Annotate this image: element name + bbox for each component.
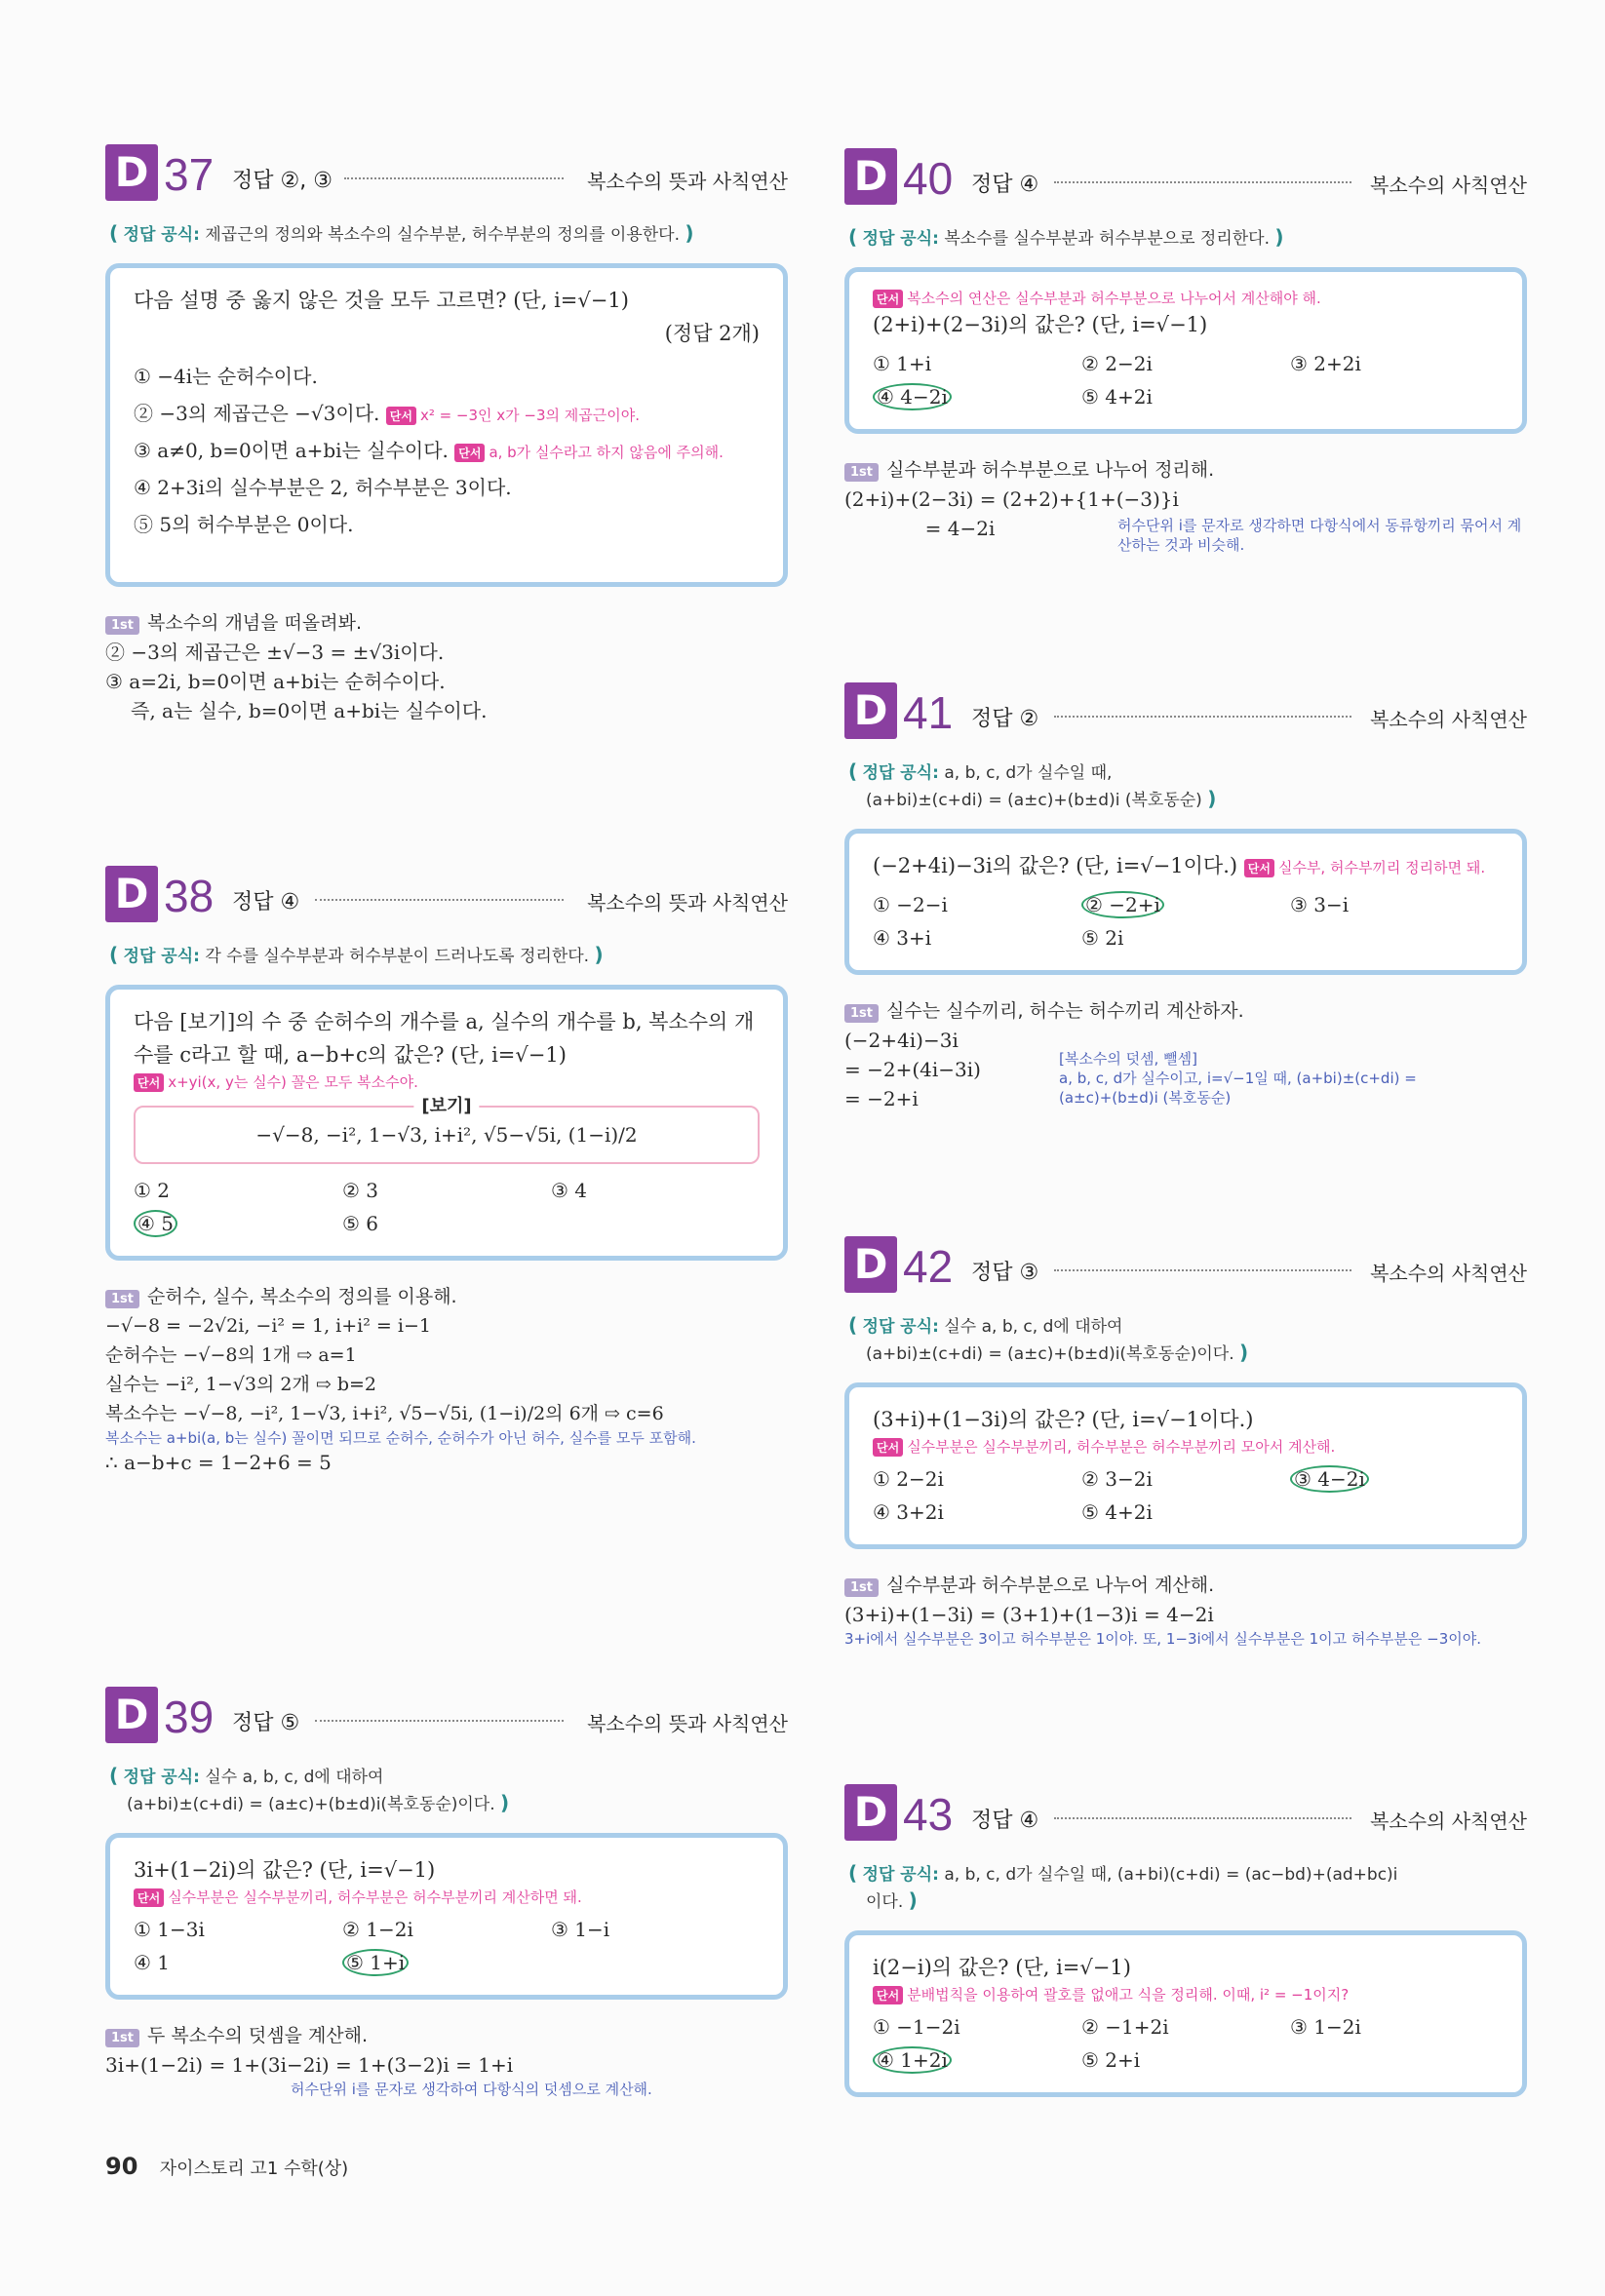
choices xyxy=(873,1462,1499,1529)
choice-1[interactable]: ① 2−2i xyxy=(873,1467,944,1491)
answer-formula: ( 정답 공식: 실수 a, b, c, d에 대하여 (a+bi)±(c+di) = (a±c)+(b±d)i(복호동순)이다. ) xyxy=(109,1764,510,1814)
leader-dots xyxy=(344,177,564,179)
choice-3[interactable]: ③ 1−2i xyxy=(1290,2015,1361,2039)
problem-39 xyxy=(105,1687,788,2099)
choice-3[interactable]: ③ 4−2i xyxy=(1290,1462,1499,1496)
choice-1[interactable]: ① 1−3i xyxy=(134,1918,205,1941)
answer-formula: ( 정답 공식: 복소수를 실수부분과 허수부분으로 정리한다. ) xyxy=(848,225,1284,249)
choice-5[interactable]: ⑤ 1+i xyxy=(342,1946,551,1979)
problem-42 xyxy=(844,1236,1527,1649)
problem-number: 37 xyxy=(164,149,215,200)
answer-label: 정답 ④ xyxy=(971,1809,1039,1833)
leader-dots xyxy=(315,1720,564,1722)
choice-4[interactable]: ④ 1 xyxy=(134,1951,171,1974)
hint-2: a, b가 실수라고 하지 않음에 주의해. xyxy=(489,444,724,461)
answer-label: 정답 ④ xyxy=(232,890,300,915)
hint: 분배법칙을 이용하여 괄호를 없애고 식을 정리해. 이때, i² = −1이지? xyxy=(907,1986,1350,2004)
question-text: (3+i)+(1−3i)의 값은? (단, i=√−1이다.) xyxy=(873,1408,1254,1431)
solution: (3+i)+(1−3i) = (3+1)+(1−3)i = 4−2i xyxy=(844,1603,1214,1626)
formula-label: 정답 공식: xyxy=(123,225,200,245)
choice-1[interactable]: ① −1−2i xyxy=(873,2015,960,2039)
problem-number: 41 xyxy=(903,687,954,738)
d-badge: D xyxy=(844,682,897,739)
conclusion: ∴ a−b+c = 1−2+6 = 5 xyxy=(105,1451,332,1474)
d-badge: D xyxy=(844,1236,897,1293)
d-badge: D xyxy=(105,1687,158,1743)
hint: 실수부분은 실수부분끼리, 허수부분은 허수부분끼리 모아서 계산해. xyxy=(907,1438,1336,1456)
choice-3[interactable]: ③ 2+2i xyxy=(1290,352,1361,375)
question-text: (2+i)+(2−3i)의 값은? (단, i=√−1) xyxy=(873,313,1208,336)
leader-dots xyxy=(1054,1269,1351,1271)
answer-label: 정답 ③ xyxy=(971,1261,1039,1285)
choice-5[interactable]: ⑤ 6 xyxy=(342,1212,379,1235)
statement-2: ② −3의 제곱근은 −√3이다. 단서 x² = −3인 x가 −3의 제곱근이야. xyxy=(134,402,641,425)
topic-label: 복소수의 사칙연산 xyxy=(1370,174,1527,197)
answer-label: 정답 ④ xyxy=(971,173,1039,197)
leader-dots xyxy=(1054,181,1351,183)
bogi-label: [보기] xyxy=(413,1092,479,1117)
solution: ② −3의 제곱근은 ±√−3 = ±√3i이다. ③ a=2i, b=0이면 a+bi는 순허수이다. 즉, a는 실수, b=0이면 a+bi는 실수이다. xyxy=(105,641,488,722)
choice-1[interactable]: ① 2 xyxy=(134,1179,171,1202)
choices xyxy=(873,2010,1499,2077)
solution: −√−8 = −2√2i, −i² = 1, i+i² = i−1 순허수는 −√−8의 1개 ⇨ a=1 실수는 −i², 1−√3의 2개 ⇨ b=2 복소수는 −√−8, −i², 1−√3, i+i², √5−√5i, (1−i)/2의 6개 ⇨ c=6 xyxy=(105,1315,664,1424)
hint: 실수부, 허수부끼리 정리하면 돼. xyxy=(1277,859,1486,876)
hint: 실수부분은 실수부분끼리, 허수부분은 허수부분끼리 계산하면 돼. xyxy=(168,1888,582,1906)
question-box xyxy=(844,829,1527,975)
problem-43 xyxy=(844,1784,1527,2097)
choice-2[interactable]: ② −1+2i xyxy=(1081,2015,1169,2039)
formula-text: 제곱근의 정의와 복소수의 실수부분, 허수부분의 정의를 이용한다. xyxy=(205,225,680,245)
topic-label: 복소수의 뜻과 사칙연산 xyxy=(587,170,788,193)
leader-dots xyxy=(1054,716,1351,718)
question-text: 3i+(1−2i)의 값은? (단, i=√−1) xyxy=(134,1858,436,1882)
choice-4[interactable]: ④ 3+i xyxy=(873,926,932,950)
choice-4[interactable]: ④ 5 xyxy=(134,1207,342,1240)
solution-note: 3+i에서 실수부분은 3이고 허수부분은 1이야. 또, 1−3i에서 실수부분은 1이고 허수부분은 −3이야. xyxy=(844,1630,1482,1648)
d-badge: D xyxy=(105,866,158,922)
question-box: i(2−i)의 값은? (단, i=√−1) 단서 분배법칙을 이용하여 괄호를 없애고 식을 정리해. 이때, i² = −1이지? ① −1−2i ② −1+2i ③ 1−2i ④ 1+2i ⑤ 2+i xyxy=(844,1930,1527,2097)
book-title: 자이스토리 고1 수학(상) xyxy=(159,2159,349,2179)
problem-number: 39 xyxy=(164,1692,215,1742)
choice-2[interactable]: ② −2+i xyxy=(1081,888,1290,921)
hint-1: x² = −3인 x가 −3의 제곱근이야. xyxy=(419,407,641,424)
choices xyxy=(873,347,1499,413)
answer-label: 정답 ②, ③ xyxy=(232,169,333,193)
hint: 복소수의 연산은 실수부분과 허수부분으로 나누어서 계산해야 해. xyxy=(907,290,1321,307)
choice-1[interactable]: ① −2−i xyxy=(873,893,948,916)
answer-formula: ( 정답 공식: 각 수를 실수부분과 허수부분이 드러나도록 정리한다. ) xyxy=(109,943,604,966)
hint: x+yi(x, y는 실수) 꼴은 모두 복소수야. xyxy=(168,1073,418,1091)
topic-label: 복소수의 뜻과 사칙연산 xyxy=(587,891,788,915)
question-note: (정답 2개) xyxy=(664,322,760,345)
statement-1: ① −4i는 순허수이다. xyxy=(134,365,318,388)
problem-41 xyxy=(844,682,1527,1113)
choice-5[interactable]: ⑤ 2i xyxy=(1081,926,1124,950)
question-box: 3i+(1−2i)의 값은? (단, i=√−1) 단서 실수부분은 실수부분끼리, 허수부분은 허수부분끼리 계산하면 돼. ① 1−3i ② 1−2i ③ 1−i ④ 1 ⑤ 1+i xyxy=(105,1833,788,2000)
topic-label: 복소수의 사칙연산 xyxy=(1370,1262,1527,1285)
question-box: (3+i)+(1−3i)의 값은? (단, i=√−1이다.) 단서 실수부분은 실수부분끼리, 허수부분은 허수부분끼리 모아서 계산해. ① 2−2i ② 3−2i ③ 4−2i ④ 3+2i ⑤ 4+2i xyxy=(844,1382,1527,1549)
question-text: i(2−i)의 값은? (단, i=√−1) xyxy=(873,1956,1131,1979)
answer-formula: ( 정답 공식: a, b, c, d가 실수일 때, (a+bi)(c+di) = (ac−bd)+(ad+bc)i 이다. ) xyxy=(848,1861,1398,1912)
bogi-box xyxy=(134,1096,760,1164)
solution-note: 허수단위 i를 문자로 생각하면 다항식에서 동류항끼리 묶어서 계산하는 것과 비슷해. xyxy=(1117,517,1522,554)
answer-formula: ( 정답 공식: 제곱근의 정의와 복소수의 실수부분, 허수부분의 정의를 이용한다. ) xyxy=(109,221,694,245)
problem-number: 42 xyxy=(903,1241,954,1292)
question-box xyxy=(105,263,788,587)
statement-3: ③ a≠0, b=0이면 a+bi는 실수이다. 단서 a, b가 실수라고 하지 않음에 주의해. xyxy=(134,439,724,462)
problem-header xyxy=(105,144,788,207)
problem-number: 38 xyxy=(164,871,215,921)
choice-3[interactable]: ③ 3−i xyxy=(1290,893,1350,916)
bogi-items: −√−8, −i², 1−√3, i+i², √5−√5i, (1−i)/2 xyxy=(255,1123,638,1147)
choice-1[interactable]: ① 1+i xyxy=(873,352,932,375)
statement-5: ⑤ 5의 허수부분은 0이다. xyxy=(134,513,354,536)
choice-5[interactable]: ⑤ 4+2i xyxy=(1081,385,1153,409)
choices xyxy=(873,888,1499,954)
leader-dots xyxy=(1054,1817,1351,1819)
choice-4[interactable]: ④ 1+2i xyxy=(873,2043,1081,2077)
problem-number: 43 xyxy=(903,1789,954,1840)
topic-label: 복소수의 뜻과 사칙연산 xyxy=(587,1712,788,1735)
question-text: (−2+4i)−3i의 값은? (단, i=√−1이다.) 단서 실수부, 허수부끼리 정리하면 돼. xyxy=(873,854,1486,877)
solution-note: [복소수의 덧셈, 뺄셈] a, b, c, d가 실수이고, i=√−1일 때, (a+bi)±(c+di) = (a±c)+(b±d)i (복호동순) xyxy=(1059,1050,1417,1107)
problem-38 xyxy=(105,866,788,1477)
question-text: 다음 설명 중 옳지 않은 것을 모두 고르면? (단, i=√−1) xyxy=(134,289,629,312)
answer-label: 정답 ⑤ xyxy=(232,1711,300,1735)
question-text: 다음 [보기]의 수 중 순허수의 개수를 a, 실수의 개수를 b, 복소수의 개수를 c라고 할 때, a−b+c의 값은? (단, i=√−1) xyxy=(134,1010,755,1067)
page-number: 90 xyxy=(105,2153,138,2180)
solution-heading: 1st 순허수, 실수, 복소수의 정의를 이용해. xyxy=(105,1282,788,1311)
solution-note: 허수단위 i를 문자로 생각하여 다항식의 덧셈으로 계산해. xyxy=(291,2081,652,2098)
choice-3[interactable]: ③ 4 xyxy=(551,1179,588,1202)
d-badge: D xyxy=(844,1784,897,1841)
solution-heading: 1st 실수부분과 허수부분으로 나누어 정리해. xyxy=(844,455,1527,485)
statement-4: ④ 2+3i의 실수부분은 2, 허수부분은 3이다. xyxy=(134,476,512,499)
leader-dots xyxy=(315,899,564,901)
page-footer xyxy=(105,2153,348,2180)
choice-2[interactable]: ② 2−2i xyxy=(1081,352,1153,375)
choice-4[interactable]: ④ 3+2i xyxy=(873,1500,944,1524)
solution: (−2+4i)−3i = −2+(4i−3i) = −2+i xyxy=(844,1029,981,1110)
choices xyxy=(134,1913,760,1979)
topic-label: 복소수의 사칙연산 xyxy=(1370,1810,1527,1833)
solution: (2+i)+(2−3i) = (2+2)+{1+(−3)}i = 4−2i xyxy=(844,487,1179,540)
problem-37 xyxy=(105,144,788,725)
solution: 3i+(1−2i) = 1+(3i−2i) = 1+(3−2)i = 1+i xyxy=(105,2053,514,2077)
solution-note: 복소수는 a+bi(a, b는 실수) 꼴이면 되므로 순허수, 순허수가 아닌 허수, 실수를 모두 포함해. xyxy=(105,1429,696,1447)
answer-label: 정답 ② xyxy=(971,707,1039,731)
topic-label: 복소수의 사칙연산 xyxy=(1370,708,1527,731)
problem-number: 40 xyxy=(903,153,954,204)
problem-40 xyxy=(844,148,1527,555)
choice-5[interactable]: ⑤ 4+2i xyxy=(1081,1500,1153,1524)
choice-3[interactable]: ③ 1−i xyxy=(551,1918,610,1941)
question-box: 다음 [보기]의 수 중 순허수의 개수를 a, 실수의 개수를 b, 복소수의 개수를 c라고 할 때, a−b+c의 값은? (단, i=√−1) 단서 x+yi(x, y는 실수) 꼴은 모두 복소수야. [보기] −√−8, −i², 1−√3, i+i², √5−√5i, (1−i)/2 ① 2 ② 3 ③ 4 ④ 5 ⑤ 6 xyxy=(105,985,788,1261)
solution-heading: 1st 실수부분과 허수부분으로 나누어 계산해. xyxy=(844,1571,1527,1600)
answer-formula: ( 정답 공식: 실수 a, b, c, d에 대하여 (a+bi)±(c+di) = (a±c)+(b±d)i(복호동순)이다. ) xyxy=(848,1313,1249,1364)
choice-2[interactable]: ② 1−2i xyxy=(342,1918,413,1941)
solution-heading: 1st 두 복소수의 덧셈을 계산해. xyxy=(105,2021,788,2050)
answer-formula: ( 정답 공식: a, b, c, d가 실수일 때, (a+bi)±(c+di) = (a±c)+(b±d)i (복호동순) ) xyxy=(848,759,1217,810)
choice-4[interactable]: ④ 4−2i xyxy=(873,380,1081,413)
solution-heading: 1st 복소수의 개념을 떠올려봐. xyxy=(105,608,788,638)
choice-2[interactable]: ② 3 xyxy=(342,1179,379,1202)
choice-2[interactable]: ② 3−2i xyxy=(1081,1467,1153,1491)
d-badge: D xyxy=(844,148,897,205)
d-badge: D xyxy=(105,144,158,201)
solution-heading: 1st 실수는 실수끼리, 허수는 허수끼리 계산하자. xyxy=(844,996,1527,1026)
choice-5[interactable]: ⑤ 2+i xyxy=(1081,2048,1141,2072)
question-box: 단서 복소수의 연산은 실수부분과 허수부분으로 나누어서 계산해야 해. (2+i)+(2−3i)의 값은? (단, i=√−1) ① 1+i ② 2−2i ③ 2+2i ④ 4−2i ⑤ 4+2i xyxy=(844,267,1527,434)
choices xyxy=(134,1174,760,1240)
